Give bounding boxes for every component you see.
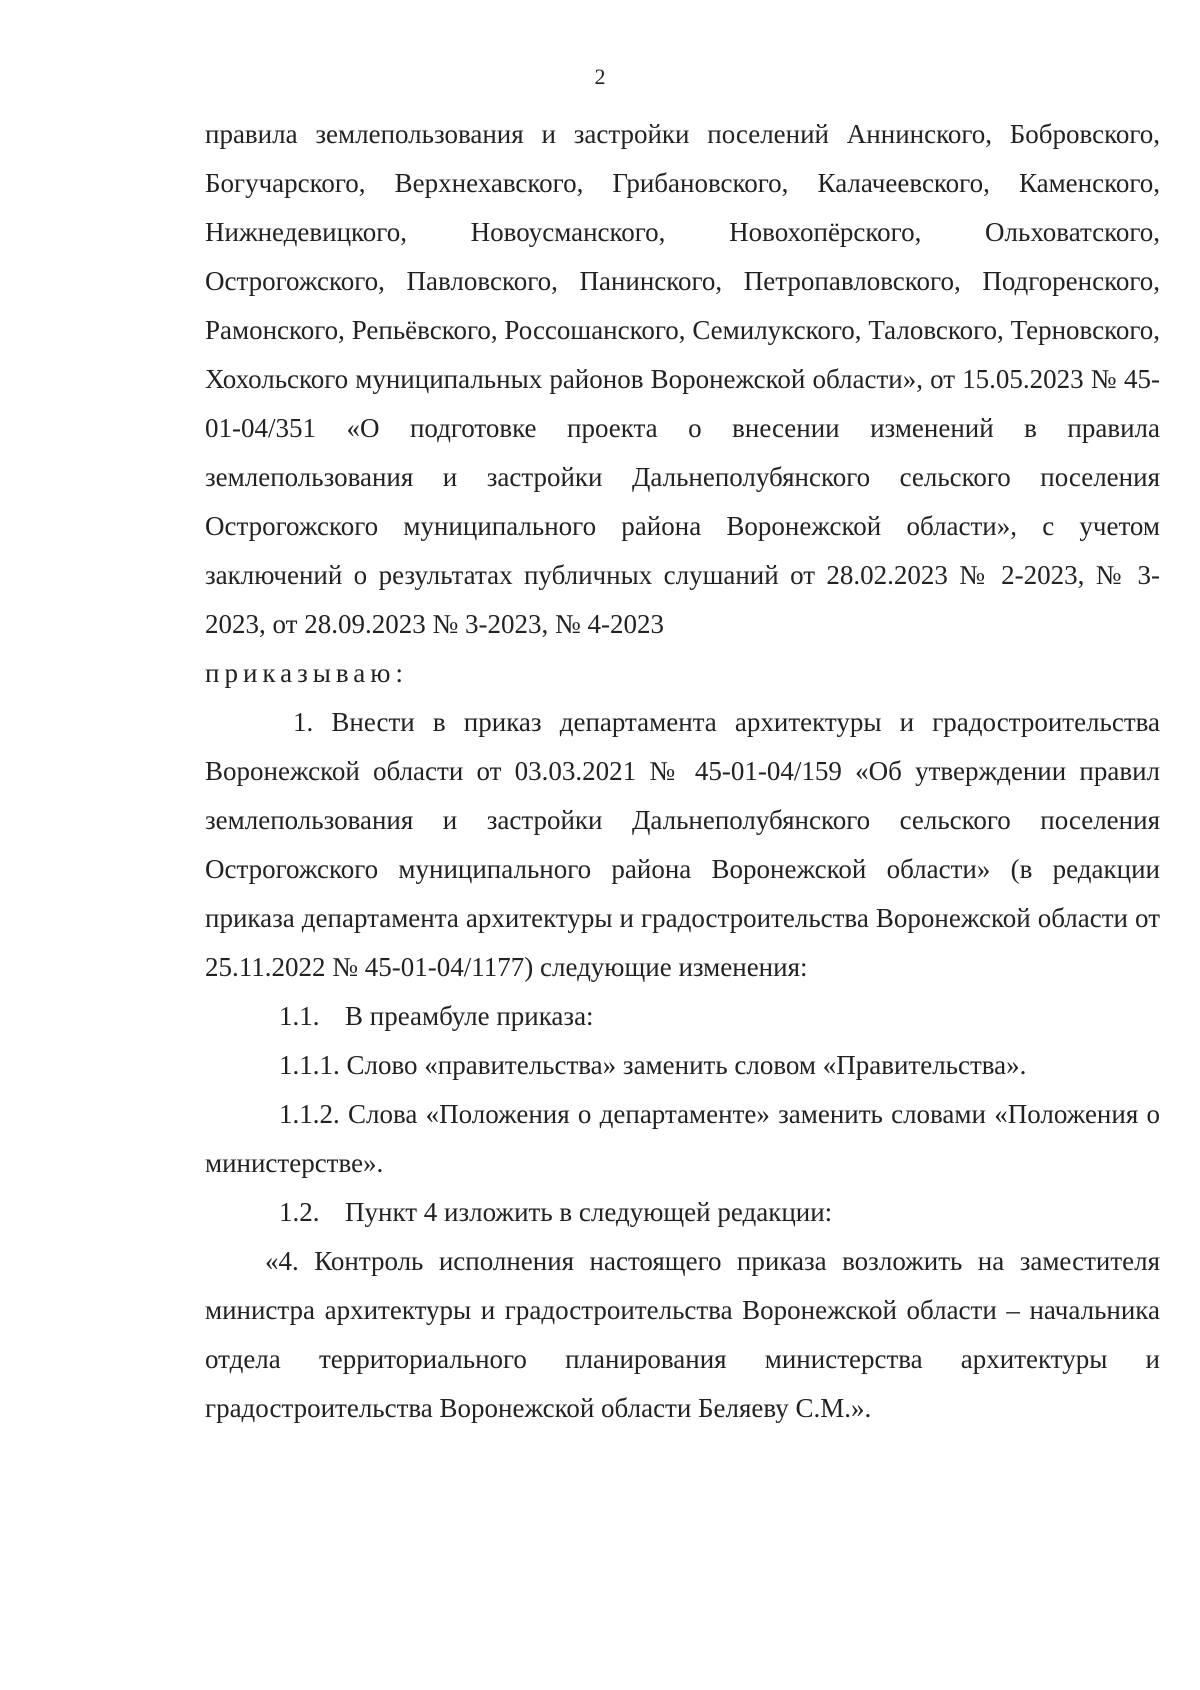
paragraph-item-1: 1. Внести в приказ департамента архитектуры и градостроительства Воронежской области от 03.03.2021 № 45-01-04/159 «Об утверждении правил землепользования и застройки Дальнеполубянского сельского поселения Острогожского муниципального района Воронежской области» (в редакции приказа департамента архитектуры и градостроительства Воронежской области от 25.11.2022 № 45-01-04/1177) следующие изменения: <box>205 707 1160 982</box>
paragraph-preamble-continuation: правила землепользования и застройки поселений Аннинского, Бобровского, Богучарского, Верхнехавского, Грибановского, Калачеевского, Каменского, Нижнедевицкого, Новоусманского, Новохопёрского, Ольховатского, Острогожского, Павловского, Панинского, Петропавловского, Подгоренского, Рамонского, Репьёвского, Россошанского, Семилукского, Таловского, Терновского, Хохольского муниципальных районов Воронежской области», от 15.05.2023 № 45-01-04/351 «О подготовке проекта о внесении изменений в правила землепользования и застройки Дальнеполубянского сельского поселения Острогожского муниципального района Воронежской области», с учетом заключений о результатах публичных слушаний от 28.02.2023 № 2-2023, № 3-2023, от 28.09.2023 № 3-2023, № 4-2023 <box>205 119 1160 639</box>
paragraph-item-1-1-2: 1.1.2. Слова «Положения о департаменте» заменить словами «Положения о министерстве». <box>205 1099 1160 1178</box>
page-number: 2 <box>594 64 606 89</box>
item-1-2-number: 1.2. <box>279 1197 320 1227</box>
paragraph-item-1-1-1: 1.1.1. Слово «правительства» заменить словом «Правительства». <box>279 1050 1027 1080</box>
item-1-1-number: 1.1. <box>279 1001 320 1031</box>
document-body <box>205 110 1160 1433</box>
item-1-1 <box>205 992 1160 1041</box>
item-1-2 <box>205 1188 1160 1237</box>
paragraph-item-4-new-text: «4. Контроль исполнения настоящего приказа возложить на заместителя министра архитектуры и градостроительства Воронежской области – начальника отдела территориального планирования министерства архитектуры и градостроительства Воронежской области Беляеву С.М.». <box>205 1246 1160 1423</box>
item-1-2-text: Пункт 4 изложить в следующей редакции: <box>345 1197 833 1227</box>
item-1-1-text: В преамбуле приказа: <box>345 1001 594 1031</box>
order-word: приказываю: <box>205 658 408 688</box>
